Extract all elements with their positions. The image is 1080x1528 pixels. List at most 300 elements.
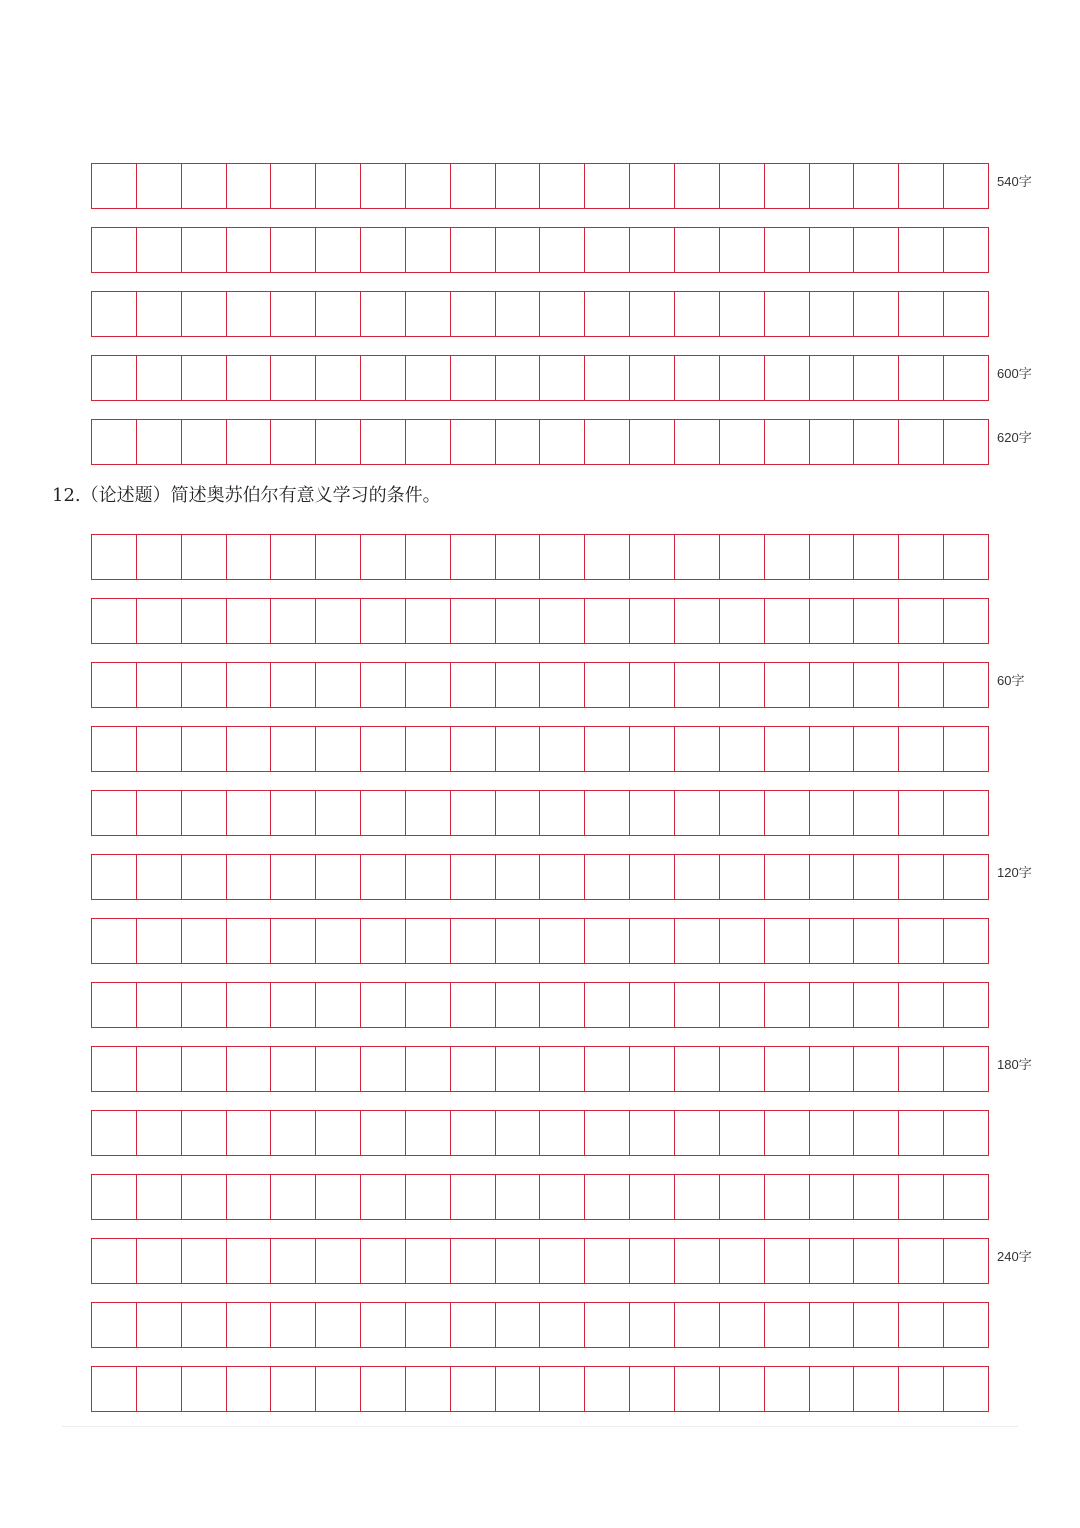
writing-cell[interactable] xyxy=(137,1303,182,1347)
writing-cell[interactable] xyxy=(227,1175,272,1219)
writing-cell[interactable] xyxy=(765,727,810,771)
writing-cell[interactable] xyxy=(765,791,810,835)
writing-cell[interactable] xyxy=(271,356,316,400)
writing-cell[interactable] xyxy=(137,727,182,771)
writing-cell[interactable] xyxy=(496,599,541,643)
writing-cell[interactable] xyxy=(854,420,899,464)
writing-cell[interactable] xyxy=(406,1175,451,1219)
writing-cell[interactable] xyxy=(675,663,720,707)
writing-cell[interactable] xyxy=(944,663,988,707)
writing-cell[interactable] xyxy=(810,1175,855,1219)
writing-cell[interactable] xyxy=(137,663,182,707)
writing-cell[interactable] xyxy=(630,1367,675,1411)
writing-cell[interactable] xyxy=(451,1303,496,1347)
writing-cell[interactable] xyxy=(406,727,451,771)
writing-cell[interactable] xyxy=(810,292,855,336)
writing-cell[interactable] xyxy=(540,228,585,272)
writing-cell[interactable] xyxy=(406,420,451,464)
writing-cell[interactable] xyxy=(137,356,182,400)
writing-cell[interactable] xyxy=(899,228,944,272)
writing-cell[interactable] xyxy=(227,727,272,771)
writing-cell[interactable] xyxy=(92,1175,137,1219)
writing-cell[interactable] xyxy=(585,1111,630,1155)
writing-cell[interactable] xyxy=(810,1047,855,1091)
writing-cell[interactable] xyxy=(585,663,630,707)
writing-cell[interactable] xyxy=(92,919,137,963)
writing-cell[interactable] xyxy=(182,791,227,835)
writing-cell[interactable] xyxy=(854,1111,899,1155)
writing-cell[interactable] xyxy=(406,164,451,208)
writing-cell[interactable] xyxy=(540,535,585,579)
writing-cell[interactable] xyxy=(316,420,361,464)
writing-cell[interactable] xyxy=(316,292,361,336)
writing-cell[interactable] xyxy=(92,791,137,835)
writing-cell[interactable] xyxy=(316,1111,361,1155)
writing-cell[interactable] xyxy=(765,356,810,400)
writing-cell[interactable] xyxy=(451,420,496,464)
writing-cell[interactable] xyxy=(361,1047,406,1091)
writing-cell[interactable] xyxy=(451,164,496,208)
writing-cell[interactable] xyxy=(585,1047,630,1091)
writing-cell[interactable] xyxy=(137,1367,182,1411)
writing-cell[interactable] xyxy=(227,855,272,899)
writing-cell[interactable] xyxy=(944,599,988,643)
writing-cell[interactable] xyxy=(361,1175,406,1219)
writing-cell[interactable] xyxy=(854,164,899,208)
writing-cell[interactable] xyxy=(137,292,182,336)
writing-cell[interactable] xyxy=(496,228,541,272)
writing-cell[interactable] xyxy=(137,983,182,1027)
writing-cell[interactable] xyxy=(585,1367,630,1411)
writing-cell[interactable] xyxy=(675,356,720,400)
writing-cell[interactable] xyxy=(675,1175,720,1219)
writing-cell[interactable] xyxy=(944,1047,988,1091)
writing-cell[interactable] xyxy=(720,727,765,771)
writing-cell[interactable] xyxy=(227,791,272,835)
writing-cell[interactable] xyxy=(137,1047,182,1091)
writing-cell[interactable] xyxy=(496,791,541,835)
writing-cell[interactable] xyxy=(854,919,899,963)
writing-cell[interactable] xyxy=(361,228,406,272)
writing-cell[interactable] xyxy=(630,599,675,643)
writing-cell[interactable] xyxy=(227,1303,272,1347)
writing-cell[interactable] xyxy=(92,727,137,771)
writing-cell[interactable] xyxy=(451,855,496,899)
writing-cell[interactable] xyxy=(496,356,541,400)
writing-cell[interactable] xyxy=(675,855,720,899)
writing-cell[interactable] xyxy=(227,420,272,464)
writing-cell[interactable] xyxy=(540,855,585,899)
writing-cell[interactable] xyxy=(540,791,585,835)
writing-cell[interactable] xyxy=(182,983,227,1027)
writing-cell[interactable] xyxy=(182,420,227,464)
writing-cell[interactable] xyxy=(944,1111,988,1155)
writing-cell[interactable] xyxy=(316,164,361,208)
writing-cell[interactable] xyxy=(765,1303,810,1347)
writing-cell[interactable] xyxy=(406,663,451,707)
writing-cell[interactable] xyxy=(182,599,227,643)
writing-cell[interactable] xyxy=(765,535,810,579)
writing-cell[interactable] xyxy=(227,919,272,963)
writing-cell[interactable] xyxy=(496,1175,541,1219)
writing-cell[interactable] xyxy=(451,356,496,400)
writing-cell[interactable] xyxy=(899,420,944,464)
writing-cell[interactable] xyxy=(899,663,944,707)
writing-cell[interactable] xyxy=(361,919,406,963)
writing-cell[interactable] xyxy=(675,1047,720,1091)
writing-cell[interactable] xyxy=(316,855,361,899)
writing-cell[interactable] xyxy=(496,1047,541,1091)
writing-cell[interactable] xyxy=(316,535,361,579)
writing-cell[interactable] xyxy=(675,1367,720,1411)
writing-cell[interactable] xyxy=(182,919,227,963)
writing-cell[interactable] xyxy=(496,164,541,208)
writing-cell[interactable] xyxy=(810,1303,855,1347)
writing-cell[interactable] xyxy=(316,791,361,835)
writing-cell[interactable] xyxy=(585,228,630,272)
writing-cell[interactable] xyxy=(944,292,988,336)
writing-cell[interactable] xyxy=(854,791,899,835)
writing-cell[interactable] xyxy=(271,663,316,707)
writing-cell[interactable] xyxy=(630,164,675,208)
writing-cell[interactable] xyxy=(944,791,988,835)
writing-cell[interactable] xyxy=(361,599,406,643)
writing-cell[interactable] xyxy=(92,1239,137,1283)
writing-cell[interactable] xyxy=(899,1111,944,1155)
writing-cell[interactable] xyxy=(540,420,585,464)
writing-cell[interactable] xyxy=(271,1047,316,1091)
writing-cell[interactable] xyxy=(944,1303,988,1347)
writing-cell[interactable] xyxy=(182,1367,227,1411)
writing-cell[interactable] xyxy=(361,356,406,400)
writing-cell[interactable] xyxy=(810,855,855,899)
writing-cell[interactable] xyxy=(899,164,944,208)
writing-cell[interactable] xyxy=(406,1047,451,1091)
writing-cell[interactable] xyxy=(316,1367,361,1411)
writing-cell[interactable] xyxy=(316,599,361,643)
writing-cell[interactable] xyxy=(137,535,182,579)
writing-cell[interactable] xyxy=(585,292,630,336)
writing-cell[interactable] xyxy=(720,1367,765,1411)
writing-cell[interactable] xyxy=(540,1367,585,1411)
writing-cell[interactable] xyxy=(271,983,316,1027)
writing-cell[interactable] xyxy=(92,1303,137,1347)
writing-cell[interactable] xyxy=(271,919,316,963)
writing-cell[interactable] xyxy=(361,663,406,707)
writing-cell[interactable] xyxy=(810,599,855,643)
writing-cell[interactable] xyxy=(810,228,855,272)
writing-cell[interactable] xyxy=(720,1303,765,1347)
writing-cell[interactable] xyxy=(92,535,137,579)
writing-cell[interactable] xyxy=(137,164,182,208)
writing-cell[interactable] xyxy=(720,983,765,1027)
writing-cell[interactable] xyxy=(182,1175,227,1219)
writing-cell[interactable] xyxy=(720,228,765,272)
writing-cell[interactable] xyxy=(227,663,272,707)
writing-cell[interactable] xyxy=(271,164,316,208)
writing-cell[interactable] xyxy=(675,535,720,579)
writing-cell[interactable] xyxy=(540,599,585,643)
writing-cell[interactable] xyxy=(406,292,451,336)
writing-cell[interactable] xyxy=(630,228,675,272)
writing-cell[interactable] xyxy=(227,1239,272,1283)
writing-cell[interactable] xyxy=(182,1111,227,1155)
writing-cell[interactable] xyxy=(675,727,720,771)
writing-cell[interactable] xyxy=(899,983,944,1027)
writing-cell[interactable] xyxy=(675,1239,720,1283)
writing-cell[interactable] xyxy=(451,292,496,336)
writing-cell[interactable] xyxy=(675,1303,720,1347)
writing-cell[interactable] xyxy=(854,1175,899,1219)
writing-cell[interactable] xyxy=(271,1111,316,1155)
writing-cell[interactable] xyxy=(361,855,406,899)
writing-cell[interactable] xyxy=(540,1175,585,1219)
writing-cell[interactable] xyxy=(675,791,720,835)
writing-cell[interactable] xyxy=(182,1303,227,1347)
writing-cell[interactable] xyxy=(630,855,675,899)
writing-cell[interactable] xyxy=(451,228,496,272)
writing-cell[interactable] xyxy=(316,1239,361,1283)
writing-cell[interactable] xyxy=(720,919,765,963)
writing-cell[interactable] xyxy=(92,356,137,400)
writing-cell[interactable] xyxy=(137,1175,182,1219)
writing-cell[interactable] xyxy=(92,1047,137,1091)
writing-cell[interactable] xyxy=(182,855,227,899)
writing-cell[interactable] xyxy=(810,983,855,1027)
writing-cell[interactable] xyxy=(630,727,675,771)
writing-cell[interactable] xyxy=(361,1367,406,1411)
writing-cell[interactable] xyxy=(406,228,451,272)
writing-cell[interactable] xyxy=(92,420,137,464)
writing-cell[interactable] xyxy=(271,420,316,464)
writing-cell[interactable] xyxy=(720,535,765,579)
writing-cell[interactable] xyxy=(854,1047,899,1091)
writing-cell[interactable] xyxy=(406,599,451,643)
writing-cell[interactable] xyxy=(585,1239,630,1283)
writing-cell[interactable] xyxy=(451,599,496,643)
writing-cell[interactable] xyxy=(810,791,855,835)
writing-cell[interactable] xyxy=(765,919,810,963)
writing-cell[interactable] xyxy=(630,356,675,400)
writing-cell[interactable] xyxy=(316,1303,361,1347)
writing-cell[interactable] xyxy=(227,535,272,579)
writing-cell[interactable] xyxy=(630,420,675,464)
writing-cell[interactable] xyxy=(854,855,899,899)
writing-cell[interactable] xyxy=(137,599,182,643)
writing-cell[interactable] xyxy=(92,1111,137,1155)
writing-cell[interactable] xyxy=(765,1367,810,1411)
writing-cell[interactable] xyxy=(810,1239,855,1283)
writing-cell[interactable] xyxy=(496,983,541,1027)
writing-cell[interactable] xyxy=(630,1303,675,1347)
writing-cell[interactable] xyxy=(451,983,496,1027)
writing-cell[interactable] xyxy=(92,228,137,272)
writing-cell[interactable] xyxy=(585,983,630,1027)
writing-cell[interactable] xyxy=(720,1175,765,1219)
writing-cell[interactable] xyxy=(496,1367,541,1411)
writing-cell[interactable] xyxy=(720,420,765,464)
writing-cell[interactable] xyxy=(854,599,899,643)
writing-cell[interactable] xyxy=(675,1111,720,1155)
writing-cell[interactable] xyxy=(899,292,944,336)
writing-cell[interactable] xyxy=(182,292,227,336)
writing-cell[interactable] xyxy=(271,727,316,771)
writing-cell[interactable] xyxy=(765,1175,810,1219)
writing-cell[interactable] xyxy=(540,919,585,963)
writing-cell[interactable] xyxy=(182,727,227,771)
writing-cell[interactable] xyxy=(585,727,630,771)
writing-cell[interactable] xyxy=(585,420,630,464)
writing-cell[interactable] xyxy=(765,1239,810,1283)
writing-cell[interactable] xyxy=(810,535,855,579)
writing-cell[interactable] xyxy=(227,292,272,336)
writing-cell[interactable] xyxy=(316,356,361,400)
writing-cell[interactable] xyxy=(182,663,227,707)
writing-cell[interactable] xyxy=(92,599,137,643)
writing-cell[interactable] xyxy=(585,919,630,963)
writing-cell[interactable] xyxy=(630,919,675,963)
writing-cell[interactable] xyxy=(361,420,406,464)
writing-cell[interactable] xyxy=(675,228,720,272)
writing-cell[interactable] xyxy=(496,535,541,579)
writing-cell[interactable] xyxy=(316,1175,361,1219)
writing-cell[interactable] xyxy=(765,164,810,208)
writing-cell[interactable] xyxy=(496,420,541,464)
writing-cell[interactable] xyxy=(271,292,316,336)
writing-cell[interactable] xyxy=(137,1239,182,1283)
writing-cell[interactable] xyxy=(810,663,855,707)
writing-cell[interactable] xyxy=(271,228,316,272)
writing-cell[interactable] xyxy=(451,727,496,771)
writing-cell[interactable] xyxy=(451,1047,496,1091)
writing-cell[interactable] xyxy=(406,791,451,835)
writing-cell[interactable] xyxy=(227,1367,272,1411)
writing-cell[interactable] xyxy=(720,855,765,899)
writing-cell[interactable] xyxy=(271,1175,316,1219)
writing-cell[interactable] xyxy=(675,292,720,336)
writing-cell[interactable] xyxy=(765,1111,810,1155)
writing-cell[interactable] xyxy=(585,791,630,835)
writing-cell[interactable] xyxy=(361,292,406,336)
writing-cell[interactable] xyxy=(630,1175,675,1219)
writing-cell[interactable] xyxy=(361,983,406,1027)
writing-cell[interactable] xyxy=(92,983,137,1027)
writing-cell[interactable] xyxy=(361,164,406,208)
writing-cell[interactable] xyxy=(316,983,361,1027)
writing-cell[interactable] xyxy=(899,1367,944,1411)
writing-cell[interactable] xyxy=(182,1047,227,1091)
writing-cell[interactable] xyxy=(361,727,406,771)
writing-cell[interactable] xyxy=(451,1239,496,1283)
writing-cell[interactable] xyxy=(854,727,899,771)
writing-cell[interactable] xyxy=(810,727,855,771)
writing-cell[interactable] xyxy=(854,1239,899,1283)
writing-cell[interactable] xyxy=(720,663,765,707)
writing-cell[interactable] xyxy=(496,663,541,707)
writing-cell[interactable] xyxy=(406,535,451,579)
writing-cell[interactable] xyxy=(854,983,899,1027)
writing-cell[interactable] xyxy=(227,1111,272,1155)
writing-cell[interactable] xyxy=(406,1111,451,1155)
writing-cell[interactable] xyxy=(92,164,137,208)
writing-cell[interactable] xyxy=(451,535,496,579)
writing-cell[interactable] xyxy=(271,1303,316,1347)
writing-cell[interactable] xyxy=(496,292,541,336)
writing-cell[interactable] xyxy=(854,1367,899,1411)
writing-cell[interactable] xyxy=(496,727,541,771)
writing-cell[interactable] xyxy=(944,535,988,579)
writing-cell[interactable] xyxy=(944,228,988,272)
writing-cell[interactable] xyxy=(406,855,451,899)
writing-cell[interactable] xyxy=(361,1111,406,1155)
writing-cell[interactable] xyxy=(182,228,227,272)
writing-cell[interactable] xyxy=(899,356,944,400)
writing-cell[interactable] xyxy=(227,1047,272,1091)
writing-cell[interactable] xyxy=(271,855,316,899)
writing-cell[interactable] xyxy=(585,1303,630,1347)
writing-cell[interactable] xyxy=(361,791,406,835)
writing-cell[interactable] xyxy=(227,228,272,272)
writing-cell[interactable] xyxy=(137,919,182,963)
writing-cell[interactable] xyxy=(585,855,630,899)
writing-cell[interactable] xyxy=(361,535,406,579)
writing-cell[interactable] xyxy=(585,535,630,579)
writing-cell[interactable] xyxy=(182,356,227,400)
writing-cell[interactable] xyxy=(944,983,988,1027)
writing-cell[interactable] xyxy=(810,1111,855,1155)
writing-cell[interactable] xyxy=(765,228,810,272)
writing-cell[interactable] xyxy=(361,1303,406,1347)
writing-cell[interactable] xyxy=(765,983,810,1027)
writing-cell[interactable] xyxy=(540,356,585,400)
writing-cell[interactable] xyxy=(227,356,272,400)
writing-cell[interactable] xyxy=(227,983,272,1027)
writing-cell[interactable] xyxy=(810,420,855,464)
writing-cell[interactable] xyxy=(944,919,988,963)
writing-cell[interactable] xyxy=(137,791,182,835)
writing-cell[interactable] xyxy=(854,663,899,707)
writing-cell[interactable] xyxy=(585,1175,630,1219)
writing-cell[interactable] xyxy=(540,1047,585,1091)
writing-cell[interactable] xyxy=(810,356,855,400)
writing-cell[interactable] xyxy=(540,663,585,707)
writing-cell[interactable] xyxy=(944,855,988,899)
writing-cell[interactable] xyxy=(720,1239,765,1283)
writing-cell[interactable] xyxy=(899,855,944,899)
writing-cell[interactable] xyxy=(630,983,675,1027)
writing-cell[interactable] xyxy=(406,919,451,963)
writing-cell[interactable] xyxy=(765,1047,810,1091)
writing-cell[interactable] xyxy=(496,1111,541,1155)
writing-cell[interactable] xyxy=(944,164,988,208)
writing-cell[interactable] xyxy=(899,599,944,643)
writing-cell[interactable] xyxy=(899,1303,944,1347)
writing-cell[interactable] xyxy=(227,164,272,208)
writing-cell[interactable] xyxy=(899,1047,944,1091)
writing-cell[interactable] xyxy=(944,1367,988,1411)
writing-cell[interactable] xyxy=(765,663,810,707)
writing-cell[interactable] xyxy=(271,535,316,579)
writing-cell[interactable] xyxy=(92,663,137,707)
writing-cell[interactable] xyxy=(92,1367,137,1411)
writing-cell[interactable] xyxy=(765,855,810,899)
writing-cell[interactable] xyxy=(765,420,810,464)
writing-cell[interactable] xyxy=(810,919,855,963)
writing-cell[interactable] xyxy=(854,1303,899,1347)
writing-cell[interactable] xyxy=(630,1047,675,1091)
writing-cell[interactable] xyxy=(720,1111,765,1155)
writing-cell[interactable] xyxy=(496,1239,541,1283)
